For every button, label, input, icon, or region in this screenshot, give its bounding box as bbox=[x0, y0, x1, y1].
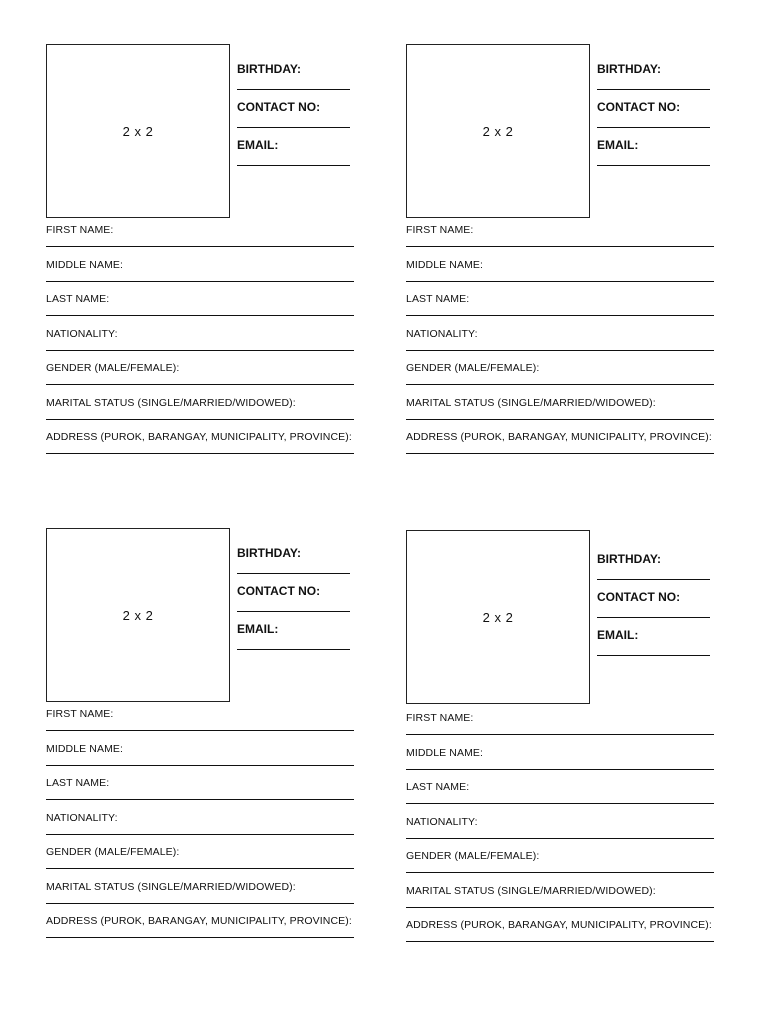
contact-field[interactable] bbox=[597, 100, 712, 138]
nationality-field[interactable] bbox=[406, 328, 716, 363]
first-name-label: FIRST NAME: bbox=[46, 708, 114, 720]
middle-name-label: MIDDLE NAME: bbox=[46, 258, 124, 271]
email-label: EMAIL: bbox=[597, 138, 639, 152]
contact-line bbox=[237, 127, 350, 128]
middle-name-field[interactable] bbox=[406, 259, 716, 294]
email-field[interactable] bbox=[597, 138, 712, 176]
marital-status-label: MARITAL STATUS (SINGLE/MARRIED/WIDOWED): bbox=[406, 396, 656, 409]
photo-placeholder bbox=[46, 528, 230, 702]
marital-status-field[interactable] bbox=[406, 885, 716, 920]
photo-size-label: 2 x 2 bbox=[482, 123, 514, 139]
email-label: EMAIL: bbox=[237, 138, 279, 152]
last-name-field[interactable] bbox=[406, 781, 716, 816]
marital-status-label: MARITAL STATUS (SINGLE/MARRIED/WIDOWED): bbox=[406, 884, 656, 897]
address-label: ADDRESS (PUROK, BARANGAY, MUNICIPALITY, PROVINCE): bbox=[406, 919, 712, 931]
contact-info-block bbox=[237, 546, 352, 660]
contact-line bbox=[237, 611, 350, 612]
email-line bbox=[237, 649, 350, 650]
address-field[interactable] bbox=[406, 431, 716, 466]
email-field[interactable] bbox=[237, 622, 352, 660]
personal-fields bbox=[46, 224, 356, 466]
email-label: EMAIL: bbox=[597, 628, 639, 642]
first-name-line bbox=[406, 246, 714, 247]
marital-status-field[interactable] bbox=[46, 881, 356, 916]
birthday-line bbox=[597, 89, 710, 90]
nationality-line bbox=[46, 834, 354, 835]
gender-line bbox=[46, 868, 354, 869]
middle-name-label: MIDDLE NAME: bbox=[406, 746, 484, 759]
birthday-label: BIRTHDAY: bbox=[237, 546, 302, 560]
contact-field[interactable] bbox=[237, 584, 352, 622]
personal-fields bbox=[406, 712, 716, 954]
first-name-line bbox=[46, 246, 354, 247]
contact-field[interactable] bbox=[237, 100, 352, 138]
first-name-field[interactable] bbox=[406, 224, 716, 259]
gender-field[interactable] bbox=[406, 850, 716, 885]
middle-name-label: MIDDLE NAME: bbox=[406, 258, 484, 271]
middle-name-field[interactable] bbox=[46, 259, 356, 294]
gender-field[interactable] bbox=[46, 362, 356, 397]
middle-name-line bbox=[406, 281, 714, 282]
photo-placeholder bbox=[46, 44, 230, 218]
middle-name-field[interactable] bbox=[406, 747, 716, 782]
birthday-field[interactable] bbox=[237, 62, 352, 100]
personal-fields bbox=[406, 224, 716, 466]
birthday-line bbox=[237, 89, 350, 90]
birthday-field[interactable] bbox=[237, 546, 352, 584]
first-name-field[interactable] bbox=[46, 224, 356, 259]
last-name-field[interactable] bbox=[406, 293, 716, 328]
contact-line bbox=[597, 127, 710, 128]
address-line bbox=[406, 941, 714, 942]
last-name-label: LAST NAME: bbox=[46, 293, 110, 305]
first-name-field[interactable] bbox=[46, 708, 356, 743]
first-name-line bbox=[406, 734, 714, 735]
contact-line bbox=[597, 617, 710, 618]
gender-line bbox=[46, 384, 354, 385]
birthday-line bbox=[237, 573, 350, 574]
address-line bbox=[406, 453, 714, 454]
registration-form-3 bbox=[46, 528, 356, 968]
nationality-label: NATIONALITY: bbox=[406, 327, 478, 340]
marital-status-field[interactable] bbox=[406, 397, 716, 432]
contact-info-block bbox=[237, 62, 352, 176]
address-line bbox=[46, 937, 354, 938]
marital-status-label: MARITAL STATUS (SINGLE/MARRIED/WIDOWED): bbox=[46, 396, 296, 409]
last-name-line bbox=[406, 315, 714, 316]
email-label: EMAIL: bbox=[237, 622, 279, 636]
nationality-field[interactable] bbox=[406, 816, 716, 851]
gender-line bbox=[406, 384, 714, 385]
last-name-field[interactable] bbox=[46, 777, 356, 812]
last-name-label: LAST NAME: bbox=[406, 781, 470, 793]
address-label: ADDRESS (PUROK, BARANGAY, MUNICIPALITY, PROVINCE): bbox=[406, 431, 712, 443]
marital-status-field[interactable] bbox=[46, 397, 356, 432]
email-line bbox=[237, 165, 350, 166]
email-line bbox=[597, 165, 710, 166]
contact-label: CONTACT NO: bbox=[237, 100, 321, 114]
middle-name-label: MIDDLE NAME: bbox=[46, 742, 124, 755]
nationality-label: NATIONALITY: bbox=[46, 327, 118, 340]
marital-status-line bbox=[46, 419, 354, 420]
address-field[interactable] bbox=[406, 919, 716, 954]
nationality-label: NATIONALITY: bbox=[46, 811, 118, 824]
contact-label: CONTACT NO: bbox=[597, 100, 681, 114]
first-name-label: FIRST NAME: bbox=[406, 712, 474, 724]
email-field[interactable] bbox=[597, 628, 712, 666]
nationality-line bbox=[406, 838, 714, 839]
gender-label: GENDER (MALE/FEMALE): bbox=[406, 850, 540, 862]
registration-form-4 bbox=[406, 530, 716, 970]
photo-placeholder bbox=[406, 44, 590, 218]
registration-form-2 bbox=[406, 44, 716, 484]
marital-status-line bbox=[406, 907, 714, 908]
middle-name-field[interactable] bbox=[46, 743, 356, 778]
contact-info-block bbox=[597, 62, 712, 176]
nationality-label: NATIONALITY: bbox=[406, 815, 478, 828]
first-name-label: FIRST NAME: bbox=[46, 224, 114, 236]
gender-field[interactable] bbox=[46, 846, 356, 881]
birthday-field[interactable] bbox=[597, 62, 712, 100]
nationality-field[interactable] bbox=[46, 812, 356, 847]
marital-status-line bbox=[406, 419, 714, 420]
gender-line bbox=[406, 872, 714, 873]
last-name-line bbox=[46, 315, 354, 316]
last-name-label: LAST NAME: bbox=[406, 293, 470, 305]
last-name-line bbox=[46, 799, 354, 800]
photo-size-label: 2 x 2 bbox=[122, 607, 154, 623]
address-field[interactable] bbox=[46, 431, 356, 466]
middle-name-line bbox=[46, 281, 354, 282]
birthday-field[interactable] bbox=[597, 552, 712, 590]
first-name-field[interactable] bbox=[406, 712, 716, 747]
email-field[interactable] bbox=[237, 138, 352, 176]
nationality-field[interactable] bbox=[46, 328, 356, 363]
registration-form-1 bbox=[46, 44, 356, 484]
nationality-line bbox=[46, 350, 354, 351]
contact-label: CONTACT NO: bbox=[237, 584, 321, 598]
contact-info-block bbox=[597, 552, 712, 666]
photo-size-label: 2 x 2 bbox=[482, 609, 514, 625]
contact-field[interactable] bbox=[597, 590, 712, 628]
first-name-line bbox=[46, 730, 354, 731]
last-name-line bbox=[406, 803, 714, 804]
address-line bbox=[46, 453, 354, 454]
birthday-line bbox=[597, 579, 710, 580]
birthday-label: BIRTHDAY: bbox=[597, 62, 662, 76]
address-label: ADDRESS (PUROK, BARANGAY, MUNICIPALITY, PROVINCE): bbox=[46, 431, 352, 443]
contact-label: CONTACT NO: bbox=[597, 590, 681, 604]
photo-size-label: 2 x 2 bbox=[122, 123, 154, 139]
email-line bbox=[597, 655, 710, 656]
personal-fields bbox=[46, 708, 356, 950]
last-name-label: LAST NAME: bbox=[46, 777, 110, 789]
middle-name-line bbox=[46, 765, 354, 766]
photo-placeholder bbox=[406, 530, 590, 704]
gender-label: GENDER (MALE/FEMALE): bbox=[46, 362, 180, 374]
address-field[interactable] bbox=[46, 915, 356, 950]
last-name-field[interactable] bbox=[46, 293, 356, 328]
nationality-line bbox=[406, 350, 714, 351]
marital-status-label: MARITAL STATUS (SINGLE/MARRIED/WIDOWED): bbox=[46, 880, 296, 893]
address-label: ADDRESS (PUROK, BARANGAY, MUNICIPALITY, PROVINCE): bbox=[46, 915, 352, 927]
gender-label: GENDER (MALE/FEMALE): bbox=[406, 362, 540, 374]
birthday-label: BIRTHDAY: bbox=[597, 552, 662, 566]
marital-status-line bbox=[46, 903, 354, 904]
first-name-label: FIRST NAME: bbox=[406, 224, 474, 236]
birthday-label: BIRTHDAY: bbox=[237, 62, 302, 76]
gender-label: GENDER (MALE/FEMALE): bbox=[46, 846, 180, 858]
gender-field[interactable] bbox=[406, 362, 716, 397]
middle-name-line bbox=[406, 769, 714, 770]
